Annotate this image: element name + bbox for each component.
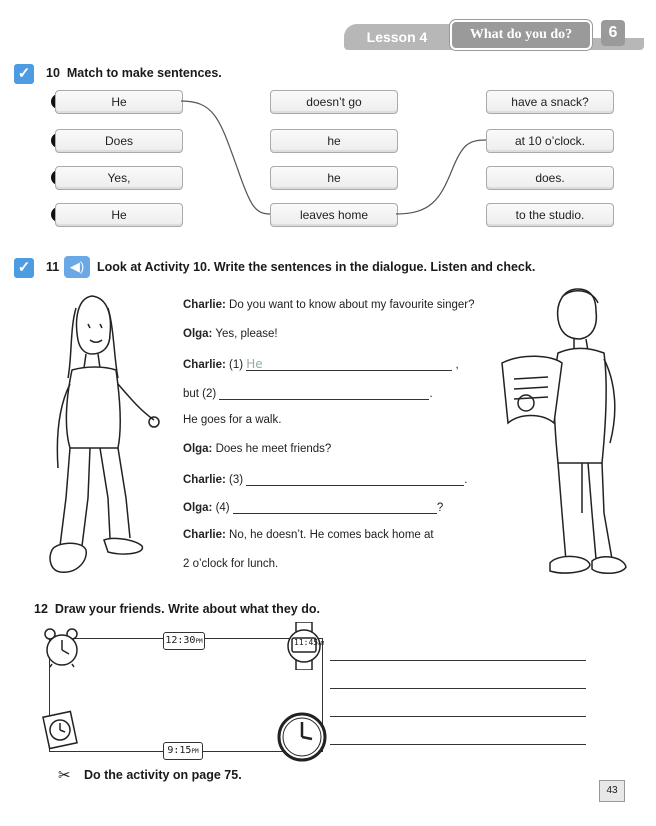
unit-number: 6 <box>601 20 625 46</box>
writing-line[interactable] <box>330 716 586 717</box>
checkbox-icon: ✓ <box>14 258 34 278</box>
match-box[interactable]: Yes, <box>55 166 183 190</box>
dialogue-line: Charlie: (1) He , <box>183 357 459 371</box>
match-box[interactable]: at 10 o’clock. <box>486 129 614 153</box>
digital-clock-icon: 12:30PM <box>163 632 205 650</box>
match-box[interactable]: have a snack? <box>486 90 614 114</box>
wall-clock-icon <box>277 712 327 762</box>
match-box[interactable]: he <box>270 166 398 190</box>
activity-11-number: 11 <box>46 260 60 274</box>
dialogue-line: 2 o’clock for lunch. <box>183 558 279 570</box>
writing-line[interactable] <box>330 744 586 745</box>
footer-instruction: Do the activity on page 75. <box>84 768 242 782</box>
match-box[interactable]: He <box>55 203 183 227</box>
square-clock-icon <box>40 708 80 752</box>
audio-speaker-icon[interactable]: ◀) <box>64 256 90 278</box>
lesson-topic: What do you do? <box>450 20 592 50</box>
match-box[interactable]: does. <box>486 166 614 190</box>
writing-line[interactable] <box>330 688 586 689</box>
match-box[interactable]: he <box>270 129 398 153</box>
dialogue-line: Charlie: (3) . <box>183 474 468 486</box>
scissors-icon: ✂ <box>58 767 71 784</box>
activity-10-title: 10 Match to make sentences. <box>46 66 222 80</box>
match-box[interactable]: leaves home <box>270 203 398 227</box>
match-box[interactable]: Does <box>55 129 183 153</box>
writing-line[interactable] <box>330 660 586 661</box>
activity-11-title: Look at Activity 10. Write the sentences in the dialogue. Listen and check. <box>97 260 536 274</box>
match-lines <box>0 0 656 260</box>
activity-12-title: 12 Draw your friends. Write about what they do. <box>34 602 320 616</box>
answer-blank-3[interactable] <box>246 472 464 486</box>
lesson-label: Lesson 4 <box>344 24 450 50</box>
match-box[interactable]: doesn’t go <box>270 90 398 114</box>
dialogue-line: but (2) . <box>183 388 433 400</box>
answer-blank-4[interactable] <box>233 500 437 514</box>
checkbox-icon: ✓ <box>14 64 34 84</box>
girl-illustration-icon <box>30 288 170 588</box>
page-number: 43 <box>599 780 625 802</box>
dialogue-line: Olga: Does he meet friends? <box>183 443 332 455</box>
alarm-clock-icon <box>42 626 82 668</box>
match-box[interactable]: to the studio. <box>486 203 614 227</box>
match-box[interactable]: He <box>55 90 183 114</box>
dialogue-line: Charlie: Do you want to know about my favourite singer? <box>183 299 475 311</box>
dialogue-line: Olga: Yes, please! <box>183 328 278 340</box>
dialogue-line: He goes for a walk. <box>183 414 282 426</box>
dialogue-line: Olga: (4) ? <box>183 502 444 514</box>
watch-time: 11:45AM <box>294 638 325 647</box>
digital-clock-icon: 9:15PM <box>163 742 203 760</box>
dialogue-line: Charlie: No, he doesn’t. He comes back home at <box>183 529 434 541</box>
answer-blank-1[interactable]: He <box>246 357 452 371</box>
answer-blank-2[interactable] <box>219 386 429 400</box>
boy-illustration-icon <box>492 283 632 588</box>
